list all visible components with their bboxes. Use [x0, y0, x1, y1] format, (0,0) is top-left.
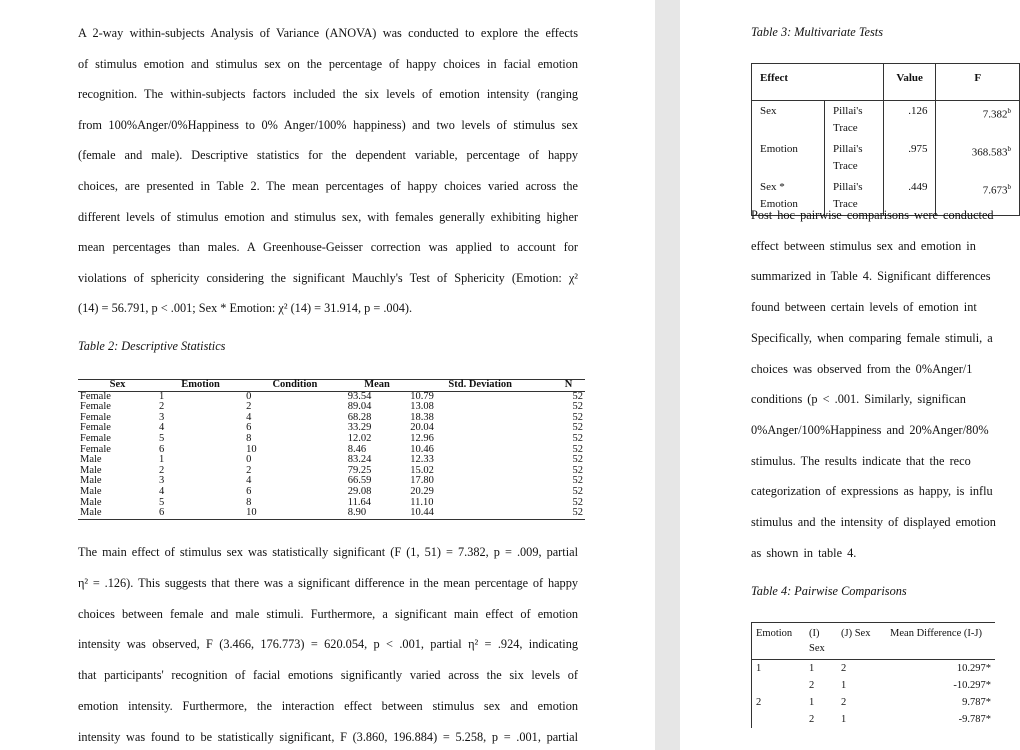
table-cell: 52 — [572, 422, 583, 434]
table-row — [78, 498, 585, 509]
table-cell: 52 — [572, 507, 583, 519]
table-cell: 13.08 — [410, 401, 434, 413]
table-cell: Female — [80, 401, 111, 413]
table-row — [78, 466, 585, 477]
table-header: Sex — [78, 380, 157, 392]
value-cell: .126 — [883, 101, 936, 140]
text-line: of stimulus emotion and stimulus sex on the percentage of happy choices in facial emotion — [78, 56, 578, 71]
table-cell: 10 — [246, 507, 257, 519]
table-row — [752, 711, 996, 728]
table-cell — [752, 711, 806, 728]
footnote-marker: b — [1007, 145, 1011, 153]
table-cell: 29.08 — [347, 485, 372, 497]
table-cell: 4 — [246, 475, 252, 487]
table-cell: Male — [80, 475, 102, 487]
table-cell: 5 — [158, 496, 165, 508]
f-value: 7.673 — [982, 184, 1008, 197]
text-line: violations of sphericity considering the significant Mauchly's Test of Sphericity (Emotion: χ² — [78, 270, 578, 285]
pairwise-comparisons-table — [751, 622, 995, 728]
value-cell: .449 — [883, 177, 936, 216]
table4-caption: Table 4: Pairwise Comparisons — [751, 584, 907, 598]
text-line: conditions (p < .001. Similarly, significan — [751, 392, 966, 407]
text-line: The main effect of stimulus sex was statistically significant (F (1, 51) = 7.382, p = .009, partial — [78, 545, 578, 559]
table-cell: 1 — [841, 714, 847, 725]
table-cell: 6 — [158, 443, 165, 455]
table-cell: 17.80 — [410, 475, 434, 487]
table-row — [752, 677, 996, 694]
table-cell: 79.25 — [347, 464, 372, 476]
table-cell: -10.297* — [953, 680, 991, 691]
table-cell: -9.787* — [958, 714, 991, 725]
table-cell: 15.02 — [410, 464, 434, 476]
table-cell: 93.54 — [347, 390, 372, 402]
text-line: choices was observed from the 0%Anger/1 — [751, 361, 973, 376]
table-row — [752, 660, 996, 678]
table-row — [78, 423, 585, 434]
table-cell: 52 — [572, 432, 583, 444]
table-cell: 52 — [572, 411, 583, 423]
table-cell: 4 — [158, 422, 165, 434]
table-cell: 2 — [841, 663, 847, 674]
table-cell: 0 — [246, 454, 252, 466]
text-line: emotion intensity. Furthermore, the interaction effect between stimulus sex and emotion — [78, 699, 578, 713]
table-cell: 2 — [246, 464, 252, 476]
text-line: stimulus. The results indicate that the reco — [751, 453, 971, 468]
table-cell: Male — [80, 507, 102, 519]
table-cell: 8 — [246, 496, 252, 508]
text-line: effect between stimulus sex and emotion in — [751, 238, 976, 253]
table-header: (I) Sex — [805, 623, 837, 660]
test-cell: Pillai's Trace — [825, 177, 884, 216]
table-cell: Male — [80, 464, 102, 476]
table-cell: 4 — [246, 411, 252, 423]
table-row — [78, 413, 585, 424]
table-row — [78, 445, 585, 456]
table-header: Condition — [244, 380, 346, 392]
table-row — [752, 139, 1020, 177]
effect-cell: Sex * Emotion — [752, 177, 825, 216]
table-cell: 2 — [158, 464, 165, 476]
table-cell: 2 — [809, 714, 815, 725]
text-line: Post hoc pairwise comparisons were conducted — [751, 208, 994, 222]
table-cell: 6 — [158, 507, 165, 519]
multivariate-tests-table — [751, 63, 1020, 216]
table-cell: 52 — [572, 390, 583, 402]
table-header: Std. Deviation — [408, 380, 552, 392]
document-page-right — [680, 0, 1020, 750]
table-cell: 10.297* — [956, 663, 991, 674]
table-cell: 68.28 — [347, 411, 372, 423]
table-cell: 10 — [246, 443, 257, 455]
text-line: recognition. The within-subjects factors included the six levels of emotion intensity (ranging — [78, 87, 578, 102]
table-cell: 66.59 — [347, 475, 372, 487]
table-cell: Male — [80, 496, 102, 508]
table-cell: 6 — [246, 485, 252, 497]
table-row — [78, 455, 585, 466]
f-cell — [936, 139, 1020, 177]
table-cell: 8 — [246, 432, 252, 444]
test-cell: Pillai's Trace — [825, 101, 884, 140]
text-line: stimulus and the intensity of displayed emotion — [751, 515, 996, 529]
table-header: Emotion — [752, 623, 806, 660]
table-cell: 2 — [246, 401, 252, 413]
table-cell: 83.24 — [347, 454, 372, 466]
table-cell: 52 — [572, 496, 583, 508]
table-cell: 1 — [158, 454, 165, 466]
table-cell: 18.38 — [410, 411, 434, 423]
table-cell: 52 — [572, 464, 583, 476]
table-row — [78, 476, 585, 487]
text-line: choices between female and male stimuli. Furthermore, a significant main effect of emotion — [78, 606, 578, 621]
table-cell: 6 — [246, 422, 252, 434]
table-row — [78, 508, 585, 519]
text-line: choices, are presented in Table 2. The mean percentages of happy choices varied across the — [78, 179, 578, 193]
table-cell: 11.10 — [410, 496, 434, 508]
table-row — [752, 101, 1020, 140]
table-cell: 52 — [572, 454, 583, 466]
table-cell: 33.29 — [347, 422, 372, 434]
table-header: Value — [883, 64, 936, 101]
table-cell: Female — [80, 443, 111, 455]
table-cell: 1 — [756, 663, 762, 674]
text-line: intensity was found to be statistically significant, F (3.860, 196.884) = 5.258, p = .001, partial — [78, 729, 578, 744]
table-cell: 1 — [158, 390, 165, 402]
table-cell: 20.29 — [410, 485, 434, 497]
table-cell: 2 — [809, 680, 815, 691]
table-header: F — [936, 64, 1020, 101]
text-line: 0%Anger/100%Happiness and 20%Anger/80% — [751, 422, 989, 437]
table-cell: 12.33 — [410, 454, 434, 466]
footnote-marker: b — [1007, 183, 1011, 191]
table-cell: 4 — [158, 485, 165, 497]
table-cell — [752, 677, 806, 694]
table-cell: 12.96 — [410, 432, 434, 444]
effect-cell: Sex — [752, 101, 825, 140]
f-value: 368.583 — [971, 146, 1008, 159]
table-row — [78, 434, 585, 445]
table-cell: 52 — [572, 401, 583, 413]
table-cell: 8.46 — [347, 443, 367, 455]
text-line: that participants' recognition of facial emotions significantly varied across the six levels of — [78, 668, 578, 683]
table-cell: 52 — [572, 475, 583, 487]
table-row — [78, 391, 585, 402]
table3-caption: Table 3: Multivariate Tests — [751, 25, 883, 39]
table-cell: Female — [80, 422, 111, 434]
f-value: 7.382 — [982, 108, 1008, 121]
test-cell: Pillai's Trace — [825, 139, 884, 177]
table-row — [78, 402, 585, 413]
text-line: intensity was observed, F (3.466, 176.773) = 620.054, p < .001, partial η² = .924, indicating — [78, 637, 578, 652]
table-header: N — [552, 380, 585, 392]
table-cell: 2 — [756, 697, 762, 708]
table-cell: Male — [80, 485, 102, 497]
table-row — [78, 487, 585, 498]
table-header: Mean — [346, 380, 409, 392]
effect-cell: Emotion — [752, 139, 825, 177]
table-cell: 10.46 — [410, 443, 434, 455]
table-cell: 11.64 — [347, 496, 372, 508]
text-line: η² = .126). This suggests that there was a significant difference in the mean percentage of happy — [78, 575, 578, 590]
table-cell: 2 — [158, 401, 165, 413]
table-cell: 89.04 — [347, 401, 372, 413]
table2-caption: Table 2: Descriptive Statistics — [78, 339, 226, 353]
table-header: Mean Difference (I-J) — [877, 623, 995, 660]
text-line: categorization of expressions as happy, is influ — [751, 484, 993, 499]
table-cell: 3 — [158, 411, 165, 423]
table-cell: 5 — [158, 432, 165, 444]
table-cell: 52 — [572, 485, 583, 497]
text-line: Specifically, when comparing female stimuli, a — [751, 330, 993, 345]
f-cell — [936, 101, 1020, 140]
table-cell: 10.44 — [410, 507, 434, 519]
text-line: from 100%Anger/0%Happiness to 0% Anger/100% happiness) and two levels of stimulus sex — [78, 117, 578, 132]
table-header: Emotion — [157, 380, 244, 392]
table-cell: 3 — [158, 475, 165, 487]
table-cell: Female — [80, 390, 111, 402]
table-cell: 9.787* — [962, 697, 991, 708]
table-row — [752, 694, 996, 711]
text-line: A 2-way within-subjects Analysis of Variance (ANOVA) was conducted to explore the effects — [78, 26, 578, 40]
table-cell: 52 — [572, 443, 583, 455]
table-cell: 20.04 — [410, 422, 434, 434]
table-cell: Female — [80, 432, 111, 444]
table-cell: Female — [80, 411, 111, 423]
text-line: as shown in table 4. — [751, 545, 857, 560]
text-line: (female and male). Descriptive statistics for the dependent variable, percentage of happy — [78, 148, 578, 163]
table-header: (J) Sex — [837, 623, 877, 660]
table-header: Effect — [752, 64, 884, 101]
table-cell: 1 — [809, 697, 815, 708]
table-cell: 2 — [841, 697, 847, 708]
table-cell: 0 — [246, 390, 252, 402]
table-cell: Male — [80, 454, 102, 466]
footnote-marker: b — [1007, 107, 1011, 115]
table-cell: 1 — [809, 663, 815, 674]
table-cell: 1 — [841, 680, 847, 691]
text-line: (14) = 56.791, p < .001; Sex * Emotion: χ² (14) = 31.914, p = .004). — [78, 301, 413, 316]
table-cell: 10.79 — [410, 390, 434, 402]
descriptive-statistics-table — [78, 379, 585, 520]
text-line: mean percentages than males. A Greenhouse-Geisser correction was applied to account for — [78, 240, 578, 255]
value-cell: .975 — [883, 139, 936, 177]
text-line: different levels of stimulus emotion and stimulus sex, with females generally exhibiting higher — [78, 209, 578, 224]
text-line: found between certain levels of emotion int — [751, 300, 977, 315]
text-line: summarized in Table 4. Significant differences — [751, 269, 991, 284]
table-cell: 8.90 — [347, 507, 367, 519]
table-cell: 12.02 — [347, 432, 372, 444]
